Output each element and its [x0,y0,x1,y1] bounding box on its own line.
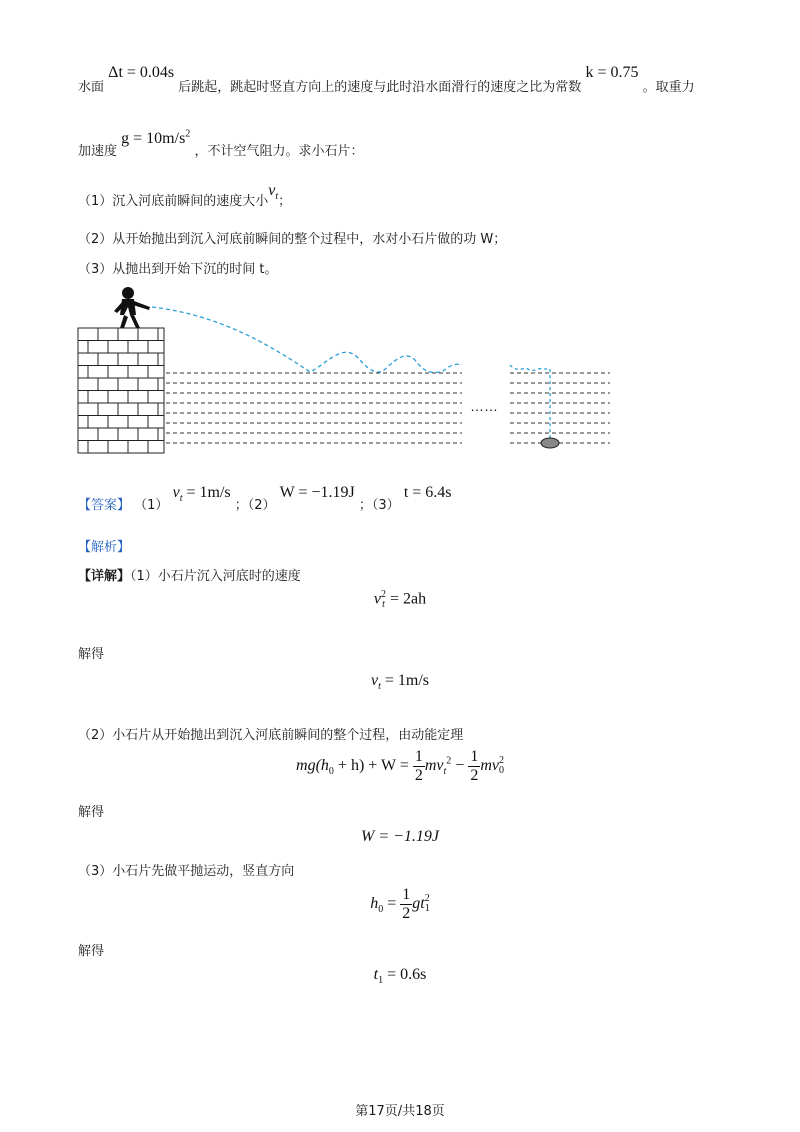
eq2-sub: t [378,681,381,693]
line2-suffix: ，不计空气阻力。求小石片： [194,144,364,159]
step-1-text: （1）小石片沉入河底时的速度 [130,569,301,584]
eq1-lhs: v [373,590,381,608]
stone-icon [541,438,559,448]
answer-1-var: v [172,484,180,501]
answer-1-sub: t [179,493,183,505]
answer-sep-1: ；（2） [234,498,276,513]
eq6-sub: 1 [378,975,384,987]
brick-wall [78,328,164,453]
equation-3 [0,748,800,784]
eq5-rhs: gt [412,894,425,912]
solve-label-3: 解得 [78,944,105,959]
g-exponent: 2 [185,128,191,140]
line2-prefix: 加速度 [78,144,118,159]
eq3-term1-sup: 2 [446,755,452,767]
equation-5 [0,886,800,922]
water-lines [166,373,610,443]
answer-sep-2: ；（3） [358,498,400,513]
stone-sinking-path [510,365,550,441]
stone-trajectory [152,307,462,372]
eq5-rhs-sub: 1 [424,903,430,915]
detail-label: 【详解】 [78,569,131,584]
eq3-left-rest: + h) + W = [333,756,413,774]
question-2: （2）从开始抛出到沉入河底前瞬间的整个过程中，水对小石片做的功 W； [78,232,507,247]
equation-6 [0,966,800,986]
answer-1-value: = 1m/s [182,484,231,501]
eq3-minus: − [451,756,469,774]
eq3-f1-den: 2 [414,766,423,784]
eq3-term1: mv [424,756,444,774]
eq5-equals: = [383,894,401,912]
answer-2: W = −1.19J [279,484,355,501]
equation-4: W = −1.19J [360,828,440,845]
solve-label-1: 解得 [78,647,105,662]
problem-line-1 [78,62,695,102]
eq1-sup: 2 [380,589,386,600]
eq5-lhs: h [370,894,379,912]
k-formula: k = 0.75 [585,64,639,81]
eq3-f2-den: 2 [470,766,479,784]
eq3-fraction-2 [468,748,480,784]
analysis-label: 【解析】 [78,540,131,555]
eq5-f-num: 1 [402,886,411,903]
eq3-f2-num: 1 [470,748,479,765]
eq3-left: mg(h [296,756,329,774]
vt-symbol [268,182,279,203]
eq6-lhs: t [373,966,379,983]
eq5-fraction [400,886,412,922]
vt-sub: t [275,191,279,203]
question-1-text: （1）沉入河底前瞬间的速度大小 [78,194,269,209]
equation-1 [0,590,800,610]
line1-prefix: 水面 [78,80,105,95]
question-1 [78,180,292,209]
vt-var: v [268,182,276,199]
eq3-f1-num: 1 [414,748,423,765]
answer-part-1-label: （1） [134,498,169,513]
question-1-end: ； [278,194,292,209]
stone-skipping-figure [70,285,615,460]
person-icon [114,287,150,328]
eq3-term2-sub: 0 [498,765,504,777]
eq5-rhs-sup: 2 [424,893,430,905]
line1-middle: 后跳起，跳起时竖直方向上的速度与此时沿水面滑行的速度之比为常数 [178,80,582,95]
eq3-term1-sub: t [443,765,447,777]
detail-step-1 [78,565,301,584]
eq2-lhs: v [370,672,379,689]
answer-line [78,482,452,513]
eq6-rhs: = 0.6s [383,966,427,983]
detail-step-2: （2）小石片从开始抛出到沉入河底前瞬间的整个过程，由动能定理 [78,728,464,743]
eq3-term2: mv [480,756,499,774]
eq5-lhs-sub: 0 [378,903,384,915]
answer-3: t = 6.4s [403,484,452,501]
eq5-f-den: 2 [402,904,411,922]
solve-label-2: 解得 [78,805,105,820]
problem-line-2 [78,128,364,159]
eq2-rhs: = 1m/s [380,672,430,689]
question-3: （3）从抛出到开始下沉的时间 t。 [78,262,278,277]
line1-suffix: 。取重力 [642,80,695,95]
delta-t-formula: Δt = 0.04s [108,64,175,81]
figure-ellipsis: …… [470,398,498,414]
g-formula [121,130,190,147]
answer-label: 【答案】 [78,498,131,513]
eq1-rhs: = 2ah [385,590,427,608]
eq3-left-sub: 0 [328,765,334,777]
eq3-fraction-1 [413,748,425,784]
eq1-sub: t [382,599,385,610]
equation-2 [0,672,800,692]
eq3-term2-sup: 2 [498,755,504,767]
page-footer: 第17页/共18页 [355,1104,445,1119]
g-value: g = 10m/s [121,130,186,147]
answer-1 [172,484,231,505]
detail-step-3: （3）小石片先做平抛运动，竖直方向 [78,864,295,879]
